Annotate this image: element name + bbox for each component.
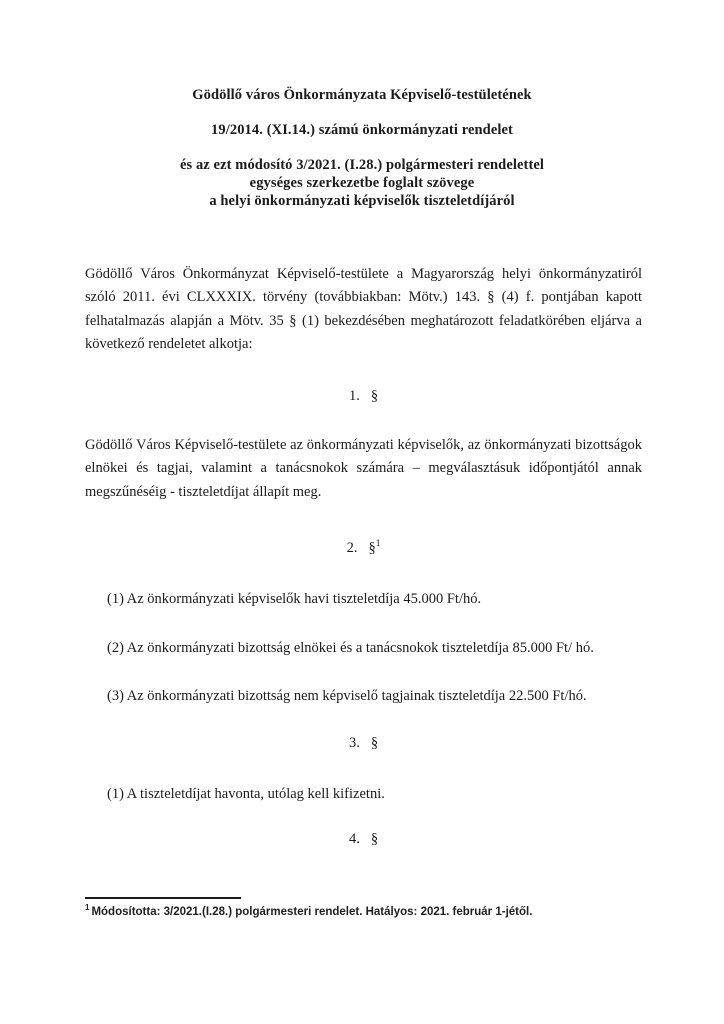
footnote-separator-rule xyxy=(85,897,241,899)
document-title-line-3: és az ezt módosító 3/2021. (I.28.) polgármesteri rendelettel xyxy=(179,157,545,173)
document-title-line-2: 19/2014. (XI.14.) számú önkormányzati rendelet xyxy=(211,122,513,138)
section-2-number: 2. xyxy=(346,540,358,556)
footnote-marker: 1 xyxy=(85,903,90,913)
footnote-body: Módosította: 3/2021.(I.28.) polgármesteri rendelet. Hatályos: 2021. február 1-jétől. xyxy=(91,906,533,918)
section-1-number: 1. xyxy=(348,388,360,404)
document-title-line-4: egységes szerkezetbe foglalt szövege xyxy=(249,175,475,191)
section-1-heading xyxy=(85,388,642,405)
section-mark-icon: § xyxy=(370,831,379,847)
preamble-paragraph: Gödöllő Város Önkormányzat Képviselő-testülete a Magyarország helyi önkormányzatiról szóló 2011. évi CLXXXIX. törvény (továbbiakban: Mötv.) 143. § (4) f. pontjában kapott felhatalmazás alapján a Mötv. 35 § (1) bekezdésében meghatározott feladatkörében eljárva a következő rendeletet alkotja: xyxy=(85,266,642,353)
section-2-item-2: (2) Az önkormányzati bizottság elnökei és a tanácsnokok tiszteletdíja 85.000 Ft/ hó. xyxy=(107,640,594,656)
section-2-item-1: (1) Az önkormányzati képviselők havi tiszteletdíja 45.000 Ft/hó. xyxy=(107,591,482,607)
section-3-heading xyxy=(85,735,642,752)
section-mark-icon: § xyxy=(370,735,379,751)
section-mark-icon: § xyxy=(370,388,379,404)
footnote-reference-marker: 1 xyxy=(375,539,381,550)
section-mark-icon: § xyxy=(368,540,376,556)
section-1-paragraph: Gödöllő Város Képviselő-testülete az önkormányzati képviselők, az önkormányzati bizottságok elnökei és tagjai, valamint a tanácsnokok számára – megválasztásuk időpontjától annak megszűnéséig - tiszteletdíjat állapít meg. xyxy=(85,437,642,500)
document-subtitle-block xyxy=(0,156,724,210)
section-2-heading xyxy=(85,540,642,557)
section-3-item-1: (1) A tiszteletdíjat havonta, utólag kell kifizetni. xyxy=(107,786,385,802)
section-2-item-3: (3) Az önkormányzati bizottság nem képviselő tagjainak tiszteletdíja 22.500 Ft/hó. xyxy=(107,688,587,704)
section-3-number: 3. xyxy=(348,735,360,751)
section-4-heading xyxy=(85,831,642,848)
footnote-text xyxy=(85,905,645,920)
section-4-number: 4. xyxy=(348,831,360,847)
document-title-line-5: a helyi önkormányzati képviselők tiszteletdíjáról xyxy=(209,193,515,209)
document-title-line-1: Gödöllő város Önkormányzata Képviselő-testületének xyxy=(192,87,532,103)
